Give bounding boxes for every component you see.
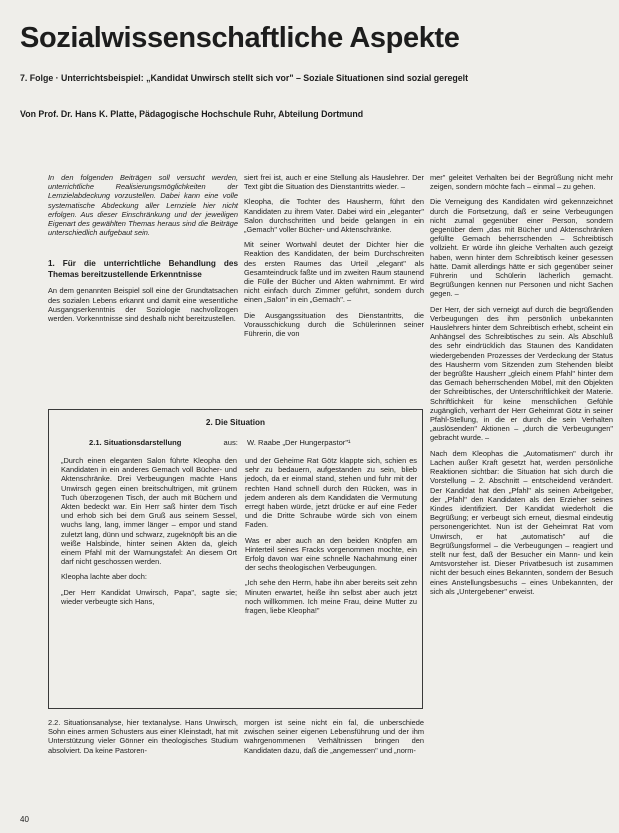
quote-right-column bbox=[245, 456, 417, 621]
analysis-paragraph: 2.2. Situationsanalyse, hier textanalyse. Hans Unwirsch, Sohn eines armen Schusters aus einer Kleinstadt, hat mit Unterstützung vieler Gönner ein theologisches Studium absolviert. Da keine Pastoren- bbox=[48, 718, 238, 755]
author-line: Von Prof. Dr. Hans K. Platte, Pädagogische Hochschule Ruhr, Abteilung Dortmund bbox=[20, 109, 364, 119]
section-heading-1: 1. Für die unterrichtliche Behandlung des Themas bereitzustellende Erkenntnisse bbox=[48, 259, 238, 279]
intro-paragraph: In den folgenden Beiträgen soll versucht werden, unterrichtliche Realisierungsmöglichkeiten der Lernzielabdeckung vorzustellen. Dabei kann eine volle systematische Abdeckung aller Lernziele hier nicht erfolgen. Aus dieser Einschränkung und der jeweiligen Eigenart des gewählten Themas heraus sind die Beiträge unterschiedlich aufgebaut sein. bbox=[48, 173, 238, 238]
situation-subheading bbox=[89, 438, 238, 447]
quote-right-paragraph-1: und der Geheime Rat Götz klappte sich, schien es sehr zu bedauern, aufgestanden zu sein, blieb jedoch, da er einmal stand, stehen und fuhr mit der rechten Hand schnell durch den Rücken, was in jedem anderen als dem Kandidaten die Vermutung erregt haben würde, jetzt drücke er auf eine Feder und die Dritte Schraube würde sich von einem Faden. bbox=[245, 456, 417, 530]
column-3 bbox=[430, 173, 613, 602]
source-citation: W. Raabe „Der Hungerpastor"¹ bbox=[247, 438, 351, 447]
section-1-body: An dem genannten Beispiel soll eine der Grundtatsachen des sozialen Lebens erkannt und damit eine wesentliche Ausgangserkenntnis der Soziologie nachvollzogen werden. Vorkenntnisse sind deshalb nicht bereitzustellen. bbox=[48, 286, 238, 324]
col2-paragraph-1: siert frei ist, auch er eine Stellung als Hauslehrer. Der Text gibt die Situation des Dienstantritts wieder. – bbox=[244, 173, 424, 192]
page-title: Sozialwissenschaftliche Aspekte bbox=[20, 22, 460, 54]
col3-paragraph-3: Der Herr, der sich verneigt auf durch die begrüßenden Verbeugungen des ihm persönlich unbekannten Hauslehrers hinter dem Schreibtisch erhebt, scheint ein Anhängsel des Schreibtisches zu sein. Als Abschluß des sehr eindrücklich das Staunen des Kandidaten wiedergebenden Prozesses der Verdeckung der Status des Hausherrn vom Sitzenden zum Stehenden bleibt der begrüßte Hausherr „gleich einem Pfahl" hinter dem das Gemach beherrschenden Möbel, mit den Objekten der Schreibtisches, der Unterschriftlichkeit der Materie. Schriftlichkeit für keine menschlichen Gefühle zugänglich, verharrt der Herr Geheimrat Götz in seiner Pfahl-Stellung, in die er durch die sein Verhalten „auslösenden" Aktionen – „durch die Verbeugungen" gebracht wurde. – bbox=[430, 304, 613, 443]
bottom-left-column bbox=[48, 718, 238, 761]
column-2 bbox=[244, 173, 424, 344]
quote-left-paragraph-1: „Durch einen eleganten Salon führte Kleopha den Kandidaten in ein anderes Gemach voll Bücher- und Aktenschränke. Drei Verbeugungen machte Hans Unwirsch gegen einen breitschultrigen, mit grünem Tuch überzogenen Tisch, der auch mit Büchern und Akten bedeckt war. Ein Herr saß hinter dem Tisch und erhob sich bei dem Gruß aus seinem Sessel, wuchs lang, lang, immer länger – empor und stand zuletzt lang, dünn und schwarz, zugeknöpft bis an die weiße Halsbinde, hinter seinen Akten da, gleich einem Pfahl mit der Warnungstafel: An diesem Ort darf nicht geschossen werden. bbox=[61, 456, 237, 567]
page-number: 40 bbox=[20, 815, 29, 824]
bottom-middle-column bbox=[244, 718, 424, 761]
col3-paragraph-1: mer" geleitet Verhalten bei der Begrüßung nicht mehr zeigen, sondern möchte fach – einmal – zu gehen. bbox=[430, 173, 613, 192]
col3-paragraph-4: Nach dem Kleophas die „Automatismen" durch ihr Lachen außer Kraft gesetzt hat, werden persönliche Reaktionen sichtbar: die Situation hat sich durch die Vorstellung – 2. Abschnitt – entscheidend verändert. Der Kandidat hat den „Pfahl" als seinen Arbeitgeber, der „Pfahl" den Kandidaten als den Erzieher seines Kindes identifiziert. Der Kandidat wiederholt die Begrüßung; er verbeugt sich erneut, diesmal eindeutig personengerichtet. Nun ist der Geheimrat Rat vom Unwirsch, er hat „automatisch" auf die Begrüßungsformel – die Verbeugungen – reagiert und stellt nur fest, daß der Besucher ein Mann- und kein Amtsvorsteher ist. Dieser Privatbesuch ist zusammen nicht der besuch eines Bekannten, sondern der Besuch eines Anstellungsbesuchs – eines Unbekannten, der sich als „Untergebener" erweist. bbox=[430, 448, 613, 596]
quote-left-paragraph-2: Kleopha lachte aber doch: bbox=[61, 572, 147, 582]
column-1 bbox=[48, 173, 238, 329]
quote-left-column bbox=[61, 456, 237, 612]
subheading-from: aus: bbox=[223, 438, 238, 447]
situation-box bbox=[48, 409, 423, 709]
bottom-middle-paragraph: morgen ist seine nicht ein fal, die unberschiede zwischen seiner eigenen Lebensführung und der ihm wahrgenommenen Verhältnissen bringen den Kandidaten dazu, daß die „angemessen" und „norm- bbox=[244, 718, 424, 755]
situation-heading: 2. Die Situation bbox=[205, 418, 266, 427]
subheading-label: 2.1. Situationsdarstellung bbox=[89, 438, 182, 447]
col2-paragraph-4: Die Ausgangssituation des Dienstantritts, die Vorausschickung durch die Schülerinnen seiner Führerin, die von bbox=[244, 310, 424, 339]
subtitle: 7. Folge · Unterrichtsbeispiel: „Kandidat Unwirsch stellt sich vor" – Soziale Situationen sind sozial geregelt bbox=[20, 73, 469, 83]
col3-paragraph-2: Die Verneigung des Kandidaten wird gekennzeichnet durch die Fortsetzung, daß er seine Verbeugungen nicht zumal gegenüber einer Person, sondern gegenüber dem „das mit Bücher und Aktenschränken gefüllte Gemach beherrschenden – Schreibtisch vollzieht. Er würde ihn gleiche Verhalten auch gezeigt haben, wenn hinter dem Schreibtisch keiner gesessen hätte. Damit allerdings hätte er sich gegenüber seiner Führerin und Schülerin lächerlich gemacht. Begrüßungen kennen nur Personen und nicht Sachen gegen. – bbox=[430, 197, 613, 299]
quote-right-paragraph-2: Was er aber auch an den beiden Knöpfen am Hinterteil seines Fracks vorgenommen mochte, ein Erfolg davon war eine schnelle Nachahmung einer der sechs theologischen Verbeugungen. bbox=[245, 535, 417, 573]
quote-right-paragraph-3: „Ich sehe den Herrn, habe ihn aber bereits seit zehn Minuten erwartet, heiße ihn selbst aber auch jetzt noch willkommen. Ich meine Frau, deine Mutter zu fragen, liebe Kleopha!" bbox=[245, 578, 417, 616]
col2-paragraph-2: Kleopha, die Tochter des Hausherrn, führt den Kandidaten zu ihrem Vater. Dabei wird ein „eleganter" Salon durchschritten und beide gelangen in ein „Gemach" voller Bücher- und Aktenschränke. bbox=[244, 197, 424, 235]
col2-paragraph-3: Mit seiner Wortwahl deutet der Dichter hier die Reaktion des Kandidaten, der beim Durchschreiten des ersten Raumes das Urteil „elegant" als Gesamteindruck faßte und im zweiten Raum staunend die Fülle der Bücher und Akten wahrnimmt. Er wird nicht einfach durch Zimmer geführt, sondern durch einen „Salon" in ein „Gemach". – bbox=[244, 240, 424, 305]
quote-left-paragraph-3: „Der Herr Kandidat Unwirsch, Papa", sagte sie; wieder verbeugte sich Hans, bbox=[61, 587, 237, 606]
